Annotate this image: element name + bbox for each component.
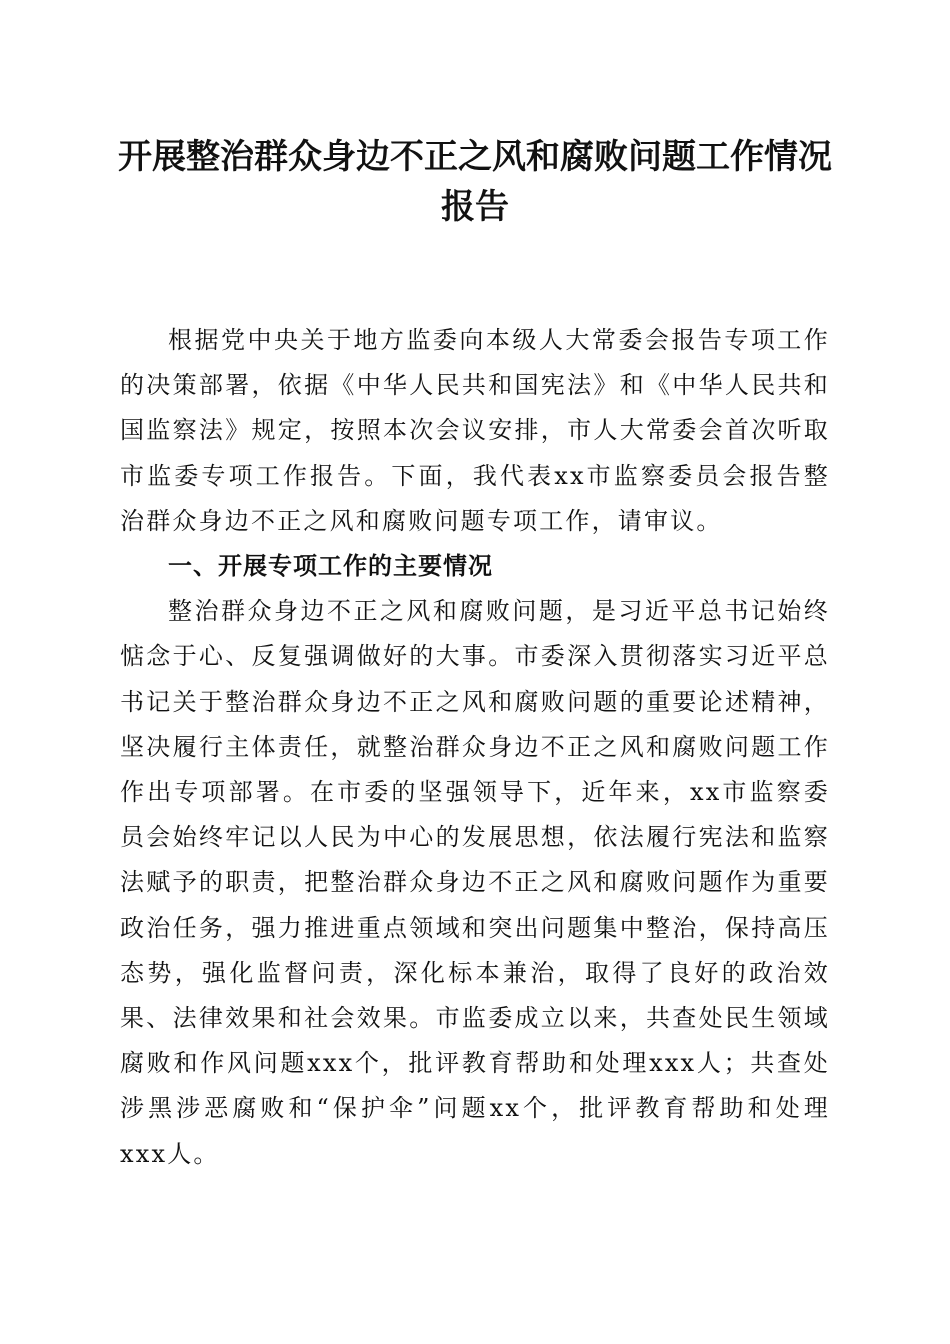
section-paragraph: 整治群众身边不正之风和腐败问题，是习近平总书记始终惦念于心、反复强调做好的大事。市委深入贯彻落实习近平总书记关于整治群众身边不正之风和腐败问题的重要论述精神，坚决履行主体责任，就整治群众身边不正之风和腐败问题工作作出专项部署。在市委的坚强领导下，近年来，xx市监察委员会始终牢记以人民为中心的发展思想，依法履行宪法和监察法赋予的职责，把整治群众身边不正之风和腐败问题作为重要政治任务，强力推进重点领域和突出问题集中整治，保持高压态势，强化监督问责，深化标本兼治，取得了良好的政治效果、法律效果和社会效果。市监委成立以来，共查处民生领域腐败和作风问题xxx个，批评教育帮助和处理xxx人；共查处涉黑涉恶腐败和“保护伞”问题xx个，批评教育帮助和处理xxx人。 (120, 597, 830, 1168)
section-heading: 一、开展专项工作的主要情况 (168, 552, 493, 581)
document-body (120, 318, 830, 1177)
intro-paragraph: 根据党中央关于地方监委向本级人大常委会报告专项工作的决策部署，依据《中华人民共和国宪法》和《中华人民共和国监察法》规定，按照本次会议安排，市人大常委会首次听取市监委专项工作报告。下面，我代表xx市监察委员会报告整治群众身边不正之风和腐败问题专项工作，请审议。 (120, 326, 830, 535)
document-title: 开展整治群众身边不正之风和腐败问题工作情况报告 (118, 137, 832, 227)
